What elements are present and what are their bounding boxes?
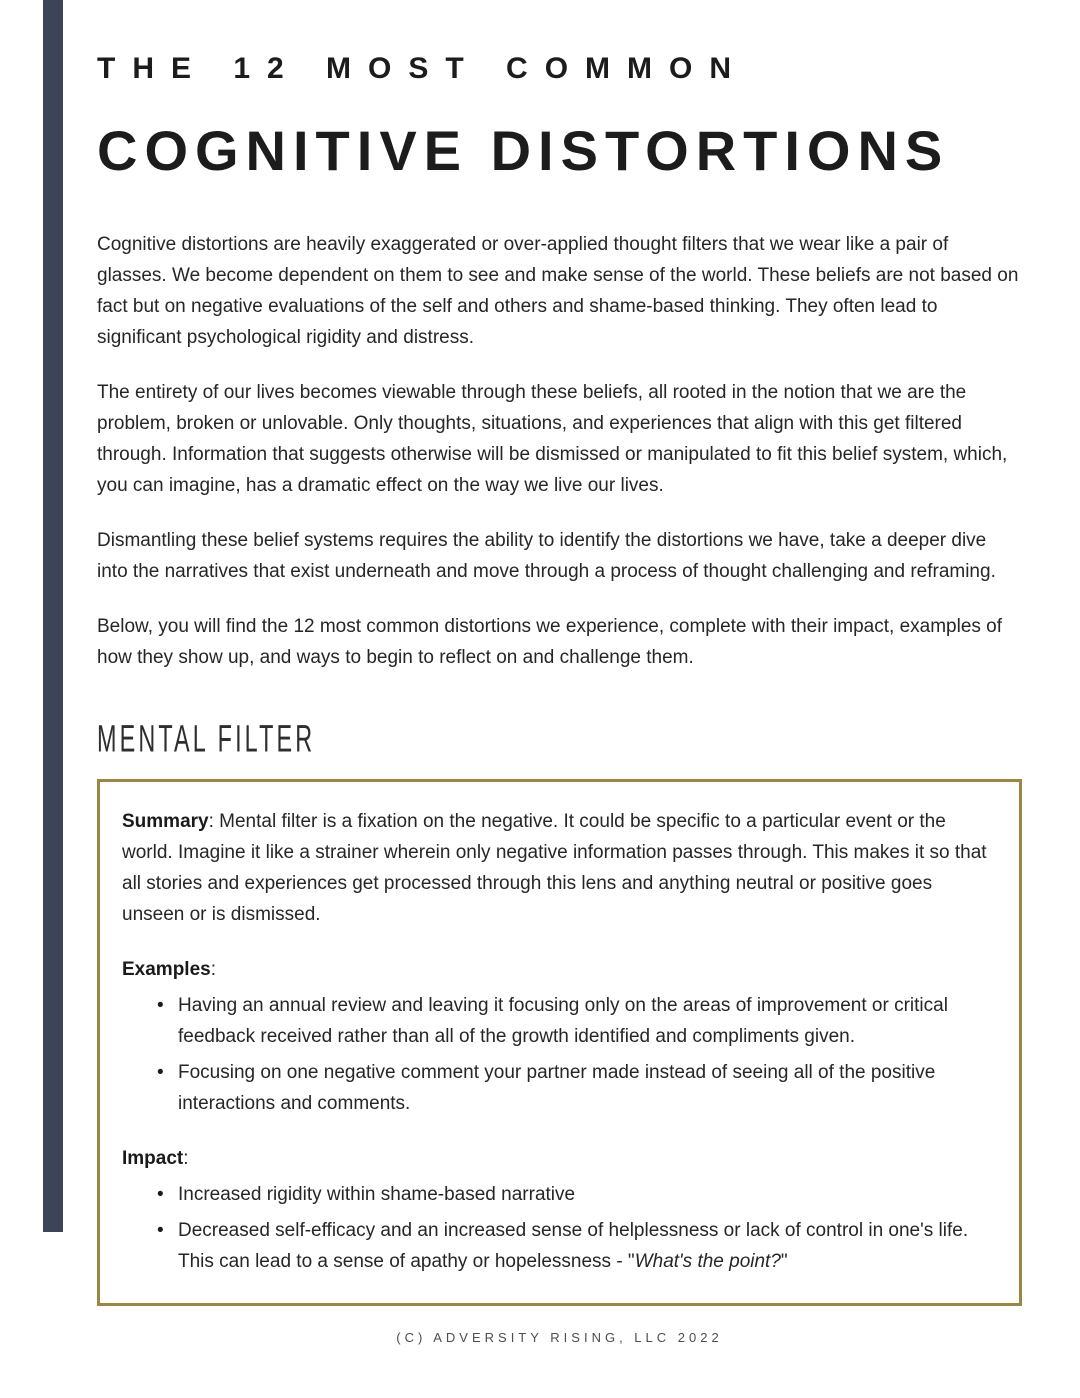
list-item [139, 1057, 991, 1119]
examples-label: Examples [122, 959, 211, 980]
intro-paragraph: Cognitive distortions are heavily exaggerated or over-applied thought filters that we wear like a pair of glasses. We become dependent on them to see and make sense of the world. These beliefs are not based on fact but on negative evaluations of the self and others and shame-based thinking. They often lead to significant psychological rigidity and distress. [97, 234, 1019, 348]
impact-colon: : [183, 1148, 189, 1169]
intro-paragraph: Below, you will find the 12 most common distortions we experience, complete with their impact, examples of how they show up, and ways to begin to reflect on and challenge them. [97, 616, 1003, 668]
title-kicker: THE 12 MOST COMMON [97, 52, 749, 85]
list-item [139, 1179, 991, 1210]
examples-colon: : [210, 959, 217, 980]
list-item [139, 990, 991, 1052]
example-item-text: Focusing on one negative comment your partner made instead of seeing all of the positive interactions and comments. [178, 1062, 936, 1114]
impact-item-text: Decreased self-efficacy and an increased sense of helplessness or lack of control in one's life. This can lead to a sense of apathy or hopelessness - " [178, 1220, 969, 1272]
intro-section [97, 229, 1022, 673]
summary-label: Summary [122, 811, 209, 832]
mental-filter-card [97, 779, 1022, 1306]
page-title: COGNITIVE DISTORTIONS [97, 119, 950, 182]
list-item [139, 1215, 991, 1277]
summary-paragraph [122, 806, 991, 930]
summary-text: : Mental filter is a fixation on the negative. It could be specific to a particular event or the world. Imagine it like a strainer wherein only negative information passes through. This makes it so that all stories and experiences get processed through this lens and anything neutral or positive goes unseen or is dismissed. [122, 811, 987, 925]
intro-paragraph: Dismantling these belief systems requires the ability to identify the distortions we have, take a deeper dive into the narratives that exist underneath and move through a process of thought challenging and reframing. [97, 530, 996, 582]
impact-item-text: Increased rigidity within shame-based narrative [178, 1184, 576, 1205]
impact-heading [122, 1143, 991, 1174]
intro-paragraph: The entirety of our lives becomes viewable through these beliefs, all rooted in the notion that we are the problem, broken or unlovable. Only thoughts, situations, and experiences that align with this get filtered through. Information that suggests otherwise will be dismissed or manipulated to fit this belief system, which, you can imagine, has a dramatic effect on the way we live our lives. [97, 382, 1008, 496]
impact-list [139, 1179, 991, 1277]
examples-list [139, 990, 991, 1119]
copyright-footer: (C) ADVERSITY RISING, LLC 2022 [396, 1330, 723, 1345]
impact-label: Impact [122, 1148, 184, 1169]
section-heading-mental-filter: MENTAL FILTER [97, 718, 316, 761]
examples-heading [122, 954, 991, 985]
example-item-text: Having an annual review and leaving it focusing only on the areas of improvement or critical feedback received rather than all of the growth identified and compliments given. [178, 995, 948, 1047]
impact-item-closing-quote: " [780, 1251, 788, 1272]
impact-item-quote: What's the point? [634, 1251, 781, 1272]
